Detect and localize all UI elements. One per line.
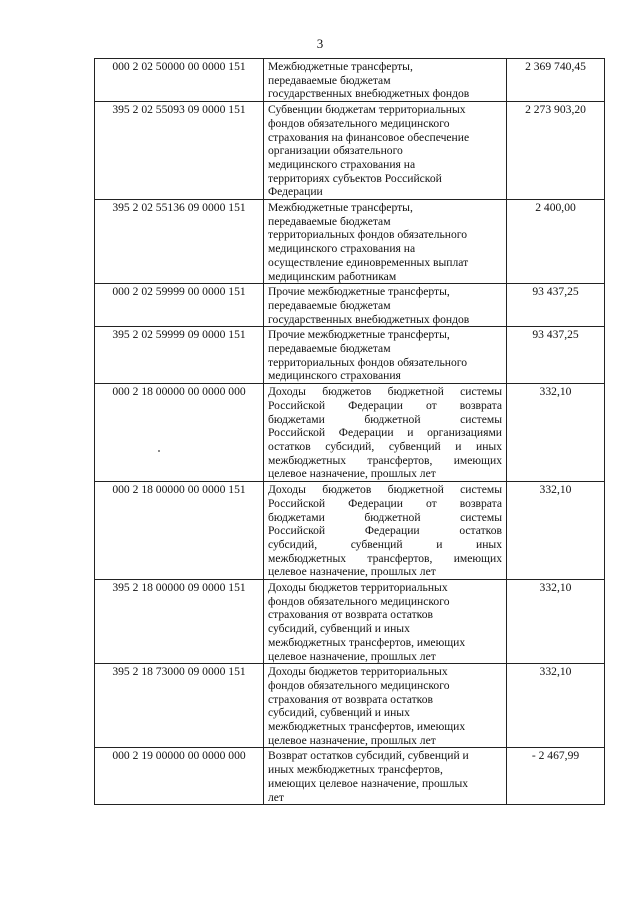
description-line: субсидий, субвенций и иных: [268, 537, 502, 551]
description-line: межбюджетных трансфертов, имеющих: [268, 453, 502, 467]
amount-value: 2 369 740,45: [507, 59, 605, 102]
revenue-description: [264, 482, 507, 580]
description-line: субсидий, субвенций и иных: [268, 706, 410, 720]
table-row: [95, 284, 605, 327]
description-line: Прочие межбюджетные трансферты,: [268, 285, 450, 299]
budget-classification-code: 395 2 02 55093 09 0000 151: [95, 102, 264, 200]
description-line: Доходы бюджетов бюджетной системы: [268, 483, 502, 497]
description-line: Прочие межбюджетные трансферты,: [268, 328, 450, 342]
description-line: целевое назначение, прошлых лет: [268, 467, 436, 481]
description-line: имеющих целевое назначение, прошлых: [268, 776, 469, 790]
revenue-description: [264, 200, 507, 284]
budget-classification-code: 395 2 02 55136 09 0000 151: [95, 200, 264, 284]
amount-value: - 2 467,99: [507, 748, 605, 805]
table-row: [95, 327, 605, 384]
amount-value: 332,10: [507, 384, 605, 482]
revenue-description: [264, 384, 507, 482]
description-line: бюджетами бюджетной системы: [268, 412, 502, 426]
amount-value: 93 437,25: [507, 284, 605, 327]
table-row: [95, 384, 605, 482]
description-line: страхования от возврата остатков: [268, 692, 433, 706]
budget-classification-code: 000 2 02 59999 00 0000 151: [95, 284, 264, 327]
description-line: передаваемые бюджетам: [268, 73, 391, 87]
amount-value: 332,10: [507, 664, 605, 748]
description-line: страхования от возврата остатков: [268, 608, 433, 622]
description-line: межбюджетных трансфертов, имеющих: [268, 720, 466, 734]
budget-classification-code: 395 2 02 59999 09 0000 151: [95, 327, 264, 384]
table-row: [95, 102, 605, 200]
description-line: Российской Федерации остатков: [268, 524, 502, 538]
description-line: Межбюджетные трансферты,: [268, 60, 413, 73]
table-row: [95, 664, 605, 748]
description-line: осуществление единовременных выплат: [268, 255, 469, 269]
description-line: Доходы бюджетов территориальных: [268, 581, 448, 595]
budget-classification-code: 395 2 18 73000 09 0000 151: [95, 664, 264, 748]
amount-value: 93 437,25: [507, 327, 605, 384]
description-line: межбюджетных трансфертов, имеющих: [268, 551, 502, 565]
description-line: целевое назначение, прошлых лет: [268, 649, 436, 663]
budget-classification-code: 000 2 19 00000 00 0000 000: [95, 748, 264, 805]
description-line: государственных внебюджетных фондов: [268, 87, 470, 101]
table-row: [95, 59, 605, 102]
table-row: [95, 580, 605, 664]
description-line: лет: [268, 790, 284, 804]
budget-table: [94, 58, 605, 805]
description-line: медицинского страхования: [268, 369, 401, 383]
page-number: 3: [316, 36, 324, 51]
description-line: фондов обязательного медицинского: [268, 678, 450, 692]
description-line: целевое назначение, прошлых лет: [268, 565, 436, 579]
budget-classification-code: 000 2 18 00000 00 0000 151: [95, 482, 264, 580]
description-line: Федерации: [268, 185, 323, 199]
description-line: Субвенции бюджетам территориальных: [268, 103, 466, 117]
description-line: Возврат остатков субсидий, субвенций и: [268, 749, 469, 763]
table-row: [95, 482, 605, 580]
description-line: организации обязательного: [268, 144, 403, 158]
description-line: медицинского страхования на: [268, 242, 416, 256]
revenue-description: [264, 748, 507, 805]
description-line: Межбюджетные трансферты,: [268, 201, 413, 215]
scan-speck: [158, 450, 160, 452]
description-line: Доходы бюджетов территориальных: [268, 665, 448, 679]
description-line: остатков субсидий, субвенций и иных: [268, 439, 502, 453]
description-line: субсидий, субвенций и иных: [268, 622, 410, 636]
revenue-description: [264, 580, 507, 664]
description-line: передаваемые бюджетам: [268, 342, 391, 356]
description-line: Российской Федерации от возврата: [268, 398, 502, 412]
revenue-description: [264, 59, 507, 102]
description-line: передаваемые бюджетам: [268, 298, 391, 312]
description-line: передаваемые бюджетам: [268, 214, 391, 228]
description-line: территориальных фондов обязательного: [268, 355, 468, 369]
amount-value: 2 400,00: [507, 200, 605, 284]
table-row: [95, 748, 605, 805]
description-line: страхования на финансовое обеспечение: [268, 130, 470, 144]
revenue-description: [264, 327, 507, 384]
budget-classification-code: 395 2 18 00000 09 0000 151: [95, 580, 264, 664]
description-line: медицинского страхования на: [268, 157, 416, 171]
description-line: территориях субъектов Российской: [268, 171, 442, 185]
description-line: иных межбюджетных трансфертов,: [268, 763, 443, 777]
description-line: территориальных фондов обязательного: [268, 228, 468, 242]
revenue-description: [264, 102, 507, 200]
description-line: медицинским работникам: [268, 269, 397, 283]
description-line: межбюджетных трансфертов, имеющих: [268, 635, 466, 649]
budget-classification-code: 000 2 18 00000 00 0000 000: [95, 384, 264, 482]
revenue-description: [264, 664, 507, 748]
budget-table-body: [95, 59, 605, 805]
description-line: Российской Федерации от возврата: [268, 496, 502, 510]
amount-value: 2 273 903,20: [507, 102, 605, 200]
description-line: Российской Федерации и организациями: [268, 426, 502, 440]
table-row: [95, 200, 605, 284]
budget-classification-code: 000 2 02 50000 00 0000 151: [95, 59, 264, 102]
description-line: бюджетами бюджетной системы: [268, 510, 502, 524]
amount-value: 332,10: [507, 482, 605, 580]
amount-value: 332,10: [507, 580, 605, 664]
revenue-description: [264, 284, 507, 327]
description-line: фондов обязательного медицинского: [268, 116, 450, 130]
description-line: целевое назначение, прошлых лет: [268, 733, 436, 747]
description-line: Доходы бюджетов бюджетной системы: [268, 385, 502, 399]
description-line: фондов обязательного медицинского: [268, 594, 450, 608]
description-line: государственных внебюджетных фондов: [268, 312, 470, 326]
